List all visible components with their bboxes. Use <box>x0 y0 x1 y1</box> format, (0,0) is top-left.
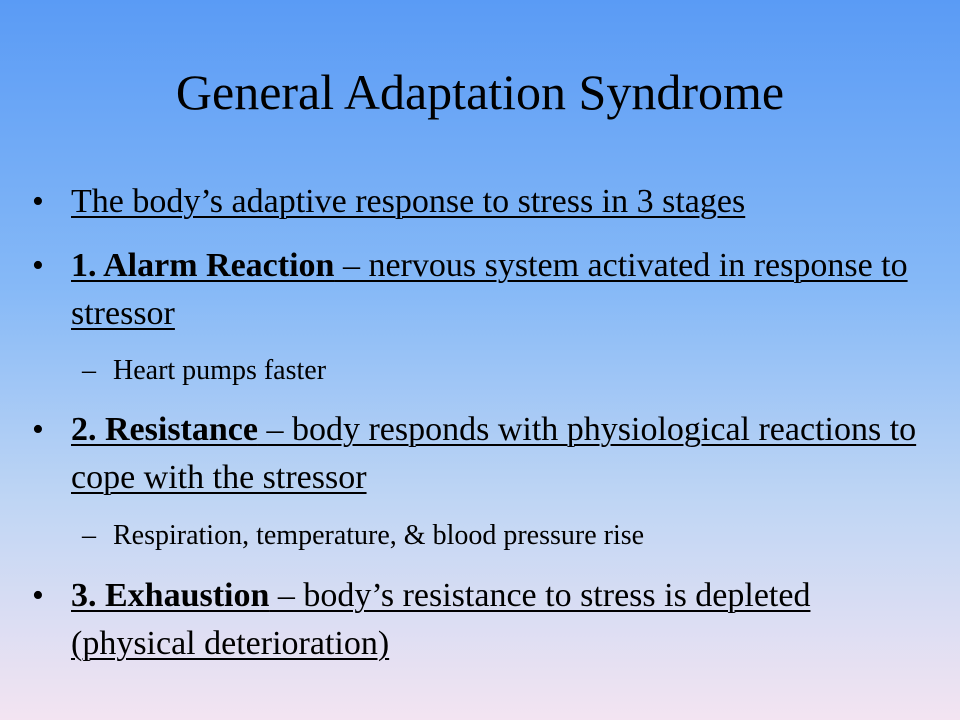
bullet-marker: • <box>32 183 44 220</box>
sub-text: Respiration, temperature, & blood pressure rise <box>113 520 645 551</box>
bullet-body: The body’s adaptive response to stress in 3 stages <box>71 183 746 220</box>
stage-name: 3. Exhaustion <box>71 577 270 614</box>
bullet-text <box>71 242 931 338</box>
bullet-marker: • <box>32 247 44 284</box>
stage-name: 1. Alarm Reaction <box>71 247 335 284</box>
bullet-marker: • <box>32 577 44 614</box>
bullet-body: – nervous system activated in response to stressor <box>71 247 908 332</box>
stage-name: 2. Resistance <box>71 411 258 448</box>
bullet-text <box>71 572 931 668</box>
bullet-text <box>71 178 931 226</box>
slide-title: General Adaptation Syndrome <box>175 64 785 120</box>
bullet-text <box>71 406 931 502</box>
sub-text: Heart pumps faster <box>113 355 327 386</box>
bullet-body: – body responds with physiological reactions to cope with the stressor <box>71 411 917 496</box>
sub-marker: – <box>82 355 96 386</box>
sub-marker: – <box>82 520 96 551</box>
bullet-body: – body’s resistance to stress is depleted (physical deterioration) <box>71 577 811 662</box>
bullet-marker: • <box>32 411 44 448</box>
